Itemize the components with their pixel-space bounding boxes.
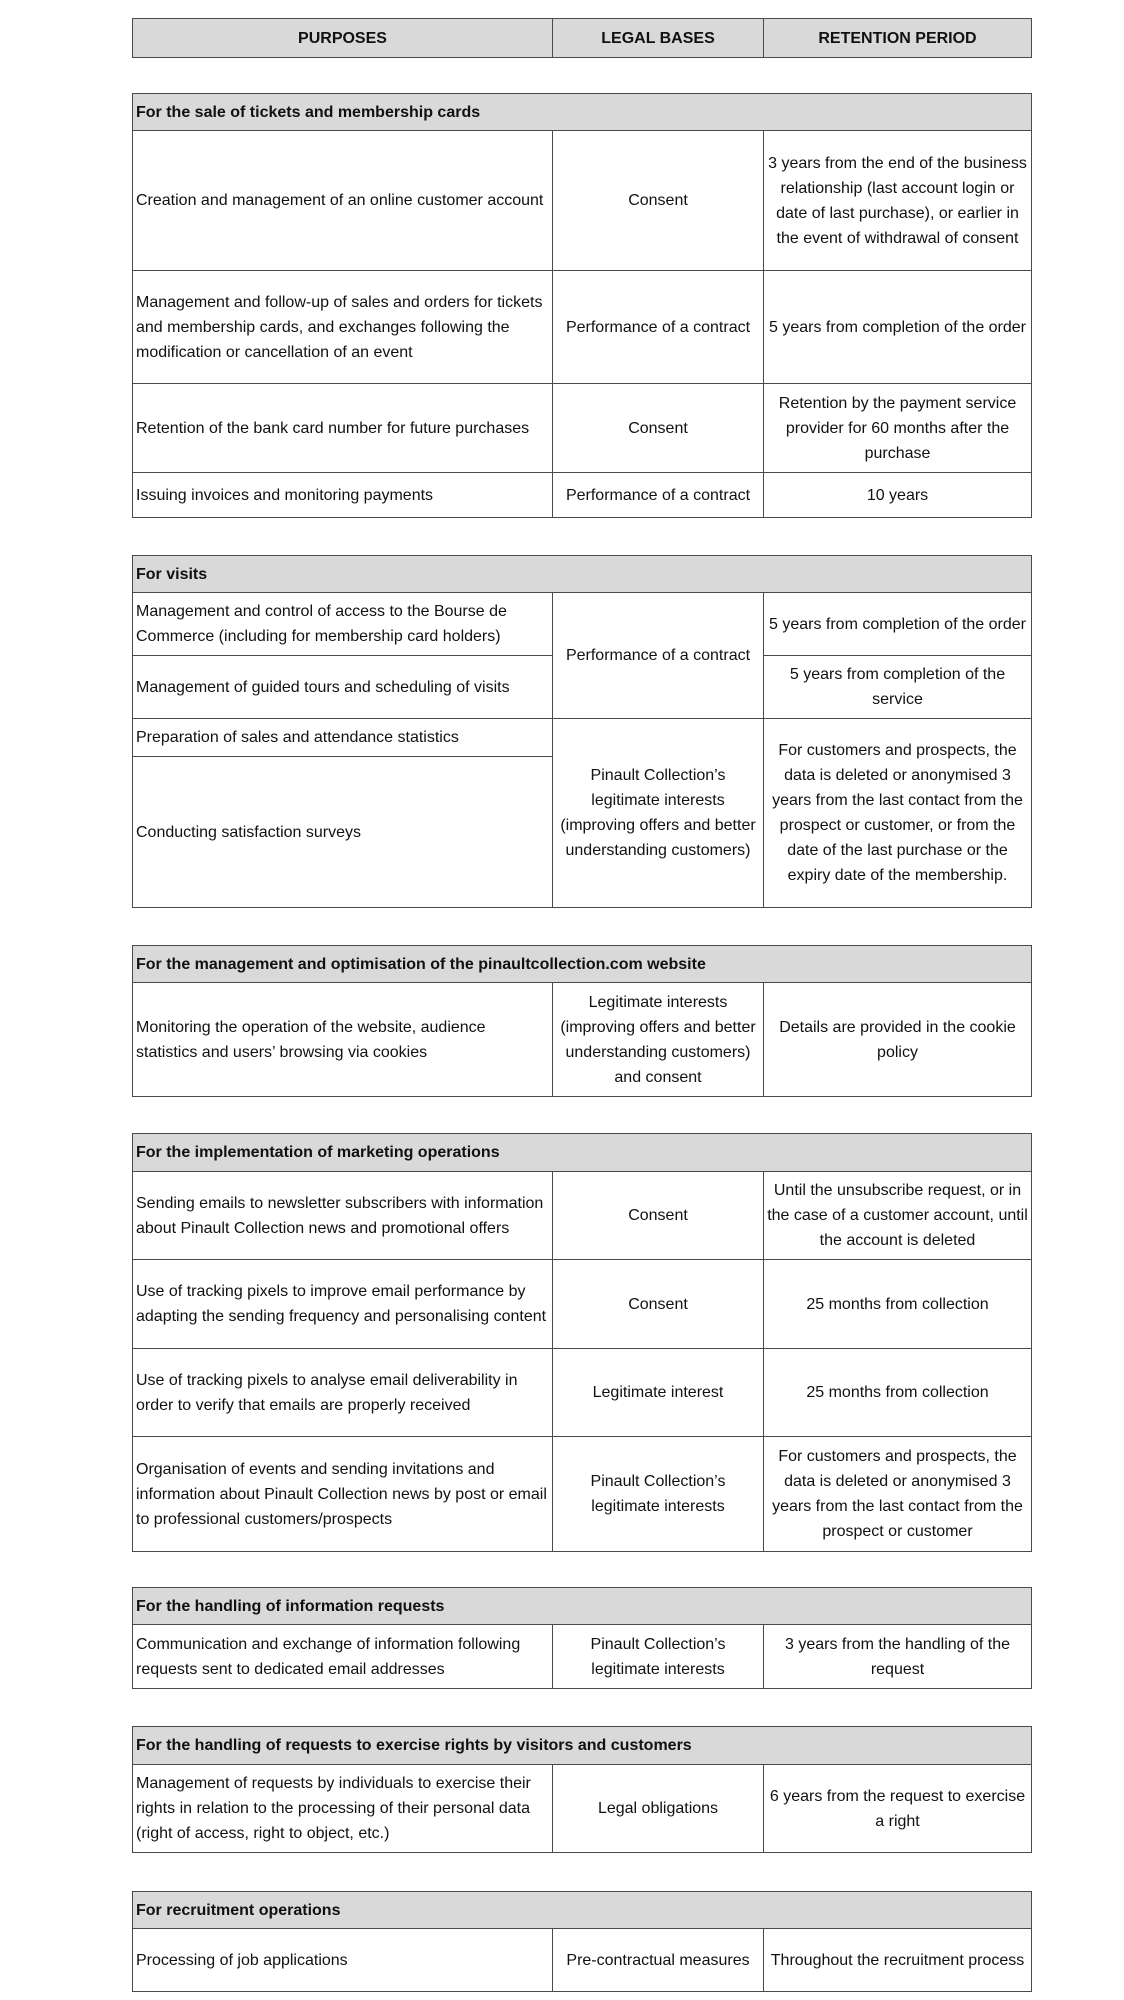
purpose-cell: Management of requests by individuals to exercise their rights in relation to the processing of their personal data (right of access, right to object, etc.): [133, 1765, 553, 1853]
purpose-cell: Organisation of events and sending invitations and information about Pinault Collection news by post or email to professional customers/prospects: [133, 1437, 553, 1552]
section-title: For the sale of tickets and membership cards: [133, 94, 1032, 131]
legal-basis-cell: Consent: [553, 1172, 764, 1260]
retention-cell: For customers and prospects, the data is deleted or anonymised 3 years from the last contact from the prospect or customer, or from the date of the last purchase or the expiry date of the membership.: [764, 719, 1032, 908]
retention-cell: Details are provided in the cookie policy: [764, 983, 1032, 1097]
purpose-cell: Management of guided tours and scheduling of visits: [133, 656, 553, 719]
purpose-cell: Sending emails to newsletter subscribers with information about Pinault Collection news and promotional offers: [133, 1172, 553, 1260]
table-row: [133, 1625, 1032, 1689]
purpose-cell: Communication and exchange of information following requests sent to dedicated email addresses: [133, 1625, 553, 1689]
table-row: [133, 1172, 1032, 1260]
retention-cell: For customers and prospects, the data is deleted or anonymised 3 years from the last contact from the prospect or customer: [764, 1437, 1032, 1552]
purpose-cell: Management and control of access to the Bourse de Commerce (including for membership card holders): [133, 593, 553, 656]
legal-basis-cell: Consent: [553, 384, 764, 473]
legal-basis-cell: Consent: [553, 131, 764, 271]
retention-cell: 5 years from completion of the order: [764, 593, 1032, 656]
table-row: [133, 593, 1032, 656]
purpose-cell: Issuing invoices and monitoring payments: [133, 473, 553, 518]
legal-basis-cell: Legitimate interests (improving offers and better understanding customers) and consent: [553, 983, 764, 1097]
purpose-cell: Retention of the bank card number for future purchases: [133, 384, 553, 473]
table-row: [133, 1929, 1032, 1992]
table-row: [133, 384, 1032, 473]
table-row: [133, 1765, 1032, 1853]
section-title: For recruitment operations: [133, 1892, 1032, 1929]
table-row: [133, 1349, 1032, 1437]
table-row: [133, 983, 1032, 1097]
recruitment-section-table: [132, 1891, 1032, 1992]
legal-basis-cell: Performance of a contract: [553, 593, 764, 719]
purpose-cell: Monitoring the operation of the website, audience statistics and users’ browsing via cookies: [133, 983, 553, 1097]
sales-section-table: [132, 93, 1032, 518]
table-row: [133, 473, 1032, 518]
legal-basis-cell: Legitimate interest: [553, 1349, 764, 1437]
retention-period-header: RETENTION PERIOD: [764, 19, 1032, 58]
header-table: [132, 18, 1032, 58]
legal-basis-cell: Pinault Collection’s legitimate interests: [553, 1625, 764, 1689]
purpose-cell: Processing of job applications: [133, 1929, 553, 1992]
legal-basis-cell: Pinault Collection’s legitimate interests (improving offers and better understanding customers): [553, 719, 764, 908]
retention-cell: Until the unsubscribe request, or in the case of a customer account, until the account is deleted: [764, 1172, 1032, 1260]
section-title: For the handling of requests to exercise rights by visitors and customers: [133, 1727, 1032, 1765]
legal-basis-cell: Legal obligations: [553, 1765, 764, 1853]
retention-cell: 5 years from completion of the order: [764, 271, 1032, 384]
retention-cell: 3 years from the handling of the request: [764, 1625, 1032, 1689]
legal-basis-cell: Pre-contractual measures: [553, 1929, 764, 1992]
purpose-cell: Preparation of sales and attendance statistics: [133, 719, 553, 757]
table-row: [133, 131, 1032, 271]
info-requests-section-table: [132, 1587, 1032, 1689]
purpose-cell: Management and follow-up of sales and orders for tickets and membership cards, and exchanges following the modification or cancellation of an event: [133, 271, 553, 384]
purposes-header: PURPOSES: [133, 19, 553, 58]
purpose-cell: Creation and management of an online customer account: [133, 131, 553, 271]
website-section-table: [132, 945, 1032, 1097]
section-title: For the handling of information requests: [133, 1588, 1032, 1625]
table-row: [133, 1260, 1032, 1349]
section-title: For visits: [133, 556, 1032, 593]
retention-cell: Retention by the payment service provider for 60 months after the purchase: [764, 384, 1032, 473]
retention-cell: 10 years: [764, 473, 1032, 518]
table-row: [133, 719, 1032, 757]
legal-bases-header: LEGAL BASES: [553, 19, 764, 58]
legal-basis-cell: Pinault Collection’s legitimate interests: [553, 1437, 764, 1552]
purpose-cell: Conducting satisfaction surveys: [133, 757, 553, 908]
retention-cell: 25 months from collection: [764, 1260, 1032, 1349]
table-row: [133, 271, 1032, 384]
table-row: [133, 1437, 1032, 1552]
visits-section-table: [132, 555, 1032, 908]
purpose-cell: Use of tracking pixels to improve email performance by adapting the sending frequency and personalising content: [133, 1260, 553, 1349]
legal-basis-cell: Performance of a contract: [553, 473, 764, 518]
legal-basis-cell: Performance of a contract: [553, 271, 764, 384]
legal-basis-cell: Consent: [553, 1260, 764, 1349]
section-title: For the implementation of marketing operations: [133, 1134, 1032, 1172]
purpose-cell: Use of tracking pixels to analyse email deliverability in order to verify that emails are properly received: [133, 1349, 553, 1437]
retention-cell: 6 years from the request to exercise a right: [764, 1765, 1032, 1853]
retention-cell: 25 months from collection: [764, 1349, 1032, 1437]
retention-cell: Throughout the recruitment process: [764, 1929, 1032, 1992]
retention-cell: 3 years from the end of the business relationship (last account login or date of last purchase), or earlier in the event of withdrawal of consent: [764, 131, 1032, 271]
retention-cell: 5 years from completion of the service: [764, 656, 1032, 719]
marketing-section-table: [132, 1133, 1032, 1552]
section-title: For the management and optimisation of the pinaultcollection.com website: [133, 946, 1032, 983]
rights-section-table: [132, 1726, 1032, 1853]
